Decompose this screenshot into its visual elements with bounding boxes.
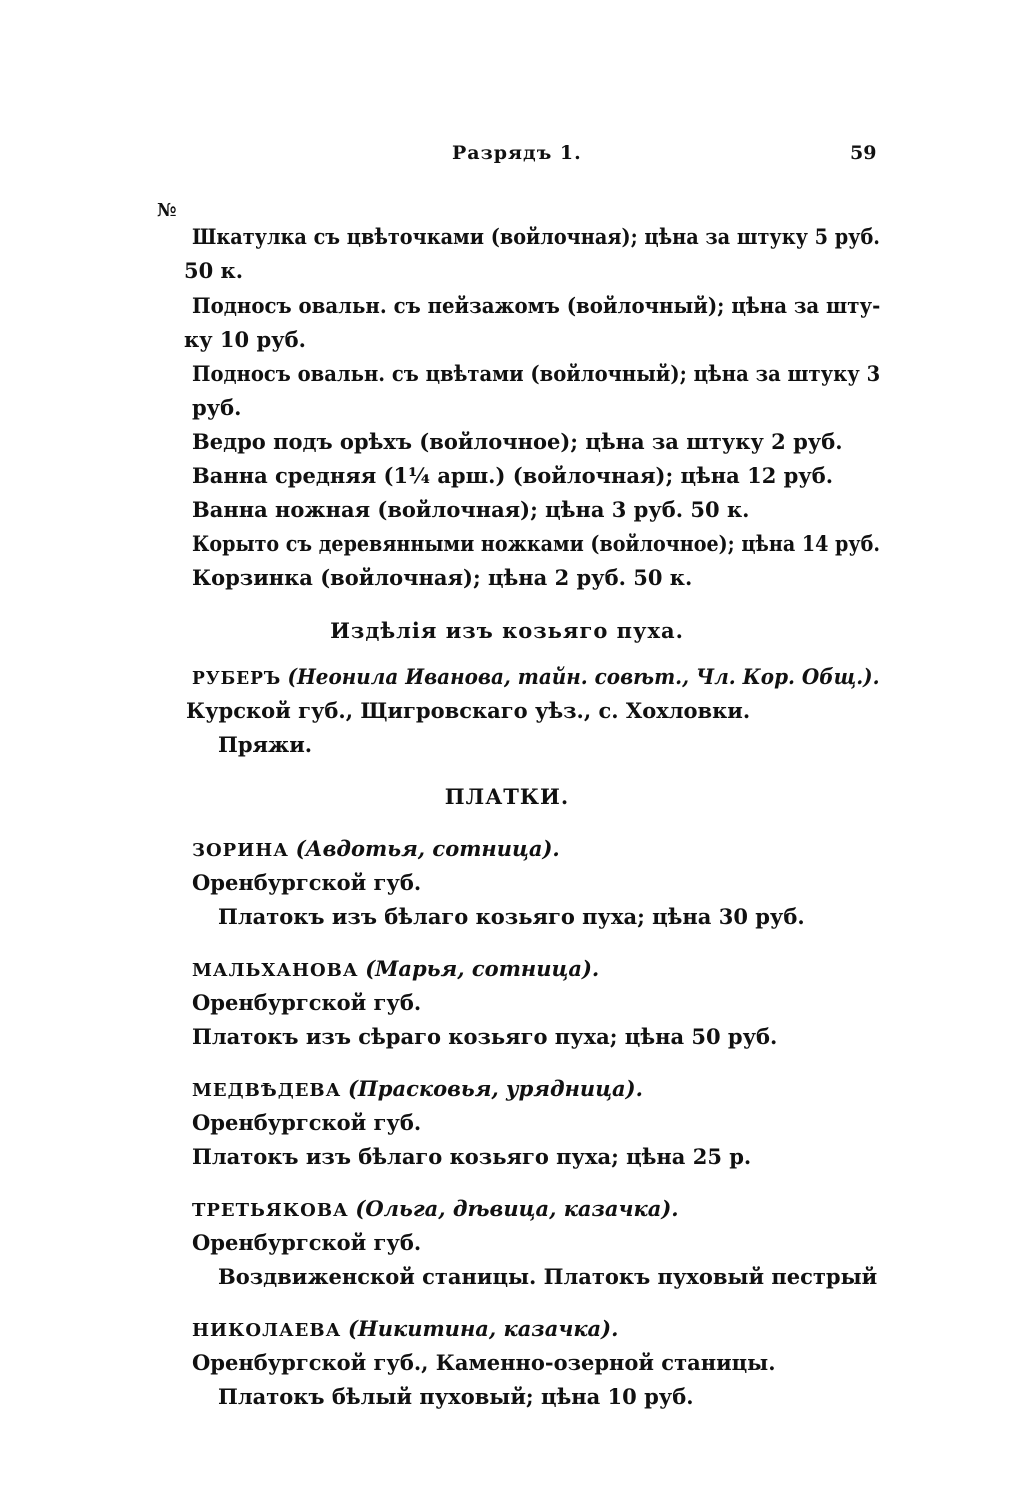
exhibitor-description: (Ольга, дѣвица, казачка). — [355, 1196, 679, 1221]
page-number: 59 — [850, 142, 877, 164]
running-title: Разрядъ 1. — [452, 142, 582, 164]
exhibitor-place: Оренбургской губ. — [192, 870, 422, 895]
exhibitor-name: ТРЕТЬЯКОВА — [192, 1200, 349, 1221]
exhibitor-description: (Авдотья, сотница). — [295, 836, 560, 861]
section-heading-shawls: ПЛАТКИ. — [444, 784, 570, 809]
exhibitor-description: (Марья, сотница). — [365, 956, 600, 981]
exhibitor-place: Оренбургской губ., Каменно-озерной станицы. — [192, 1350, 776, 1375]
page-header — [0, 142, 1014, 166]
item-line: Ванна средняя (1¼ арш.) (войлочная); цѣна 12 руб. — [192, 463, 834, 488]
item-line: 50 к. — [184, 258, 244, 283]
exhibitor-item: Воздвиженской станицы. Платокъ пуховый пестрый — [218, 1264, 878, 1289]
item-line: Корыто съ деревянными ножками (войлочное); цѣна 14 руб. — [192, 531, 880, 556]
exhibitor-item: Платокъ изъ бѣлаго козьяго пуха; цѣна 30 руб. — [218, 904, 805, 929]
exhibitor-item: Платокъ бѣлый пуховый; цѣна 10 руб. — [218, 1384, 694, 1409]
exhibitor-place: Оренбургской губ. — [192, 990, 422, 1015]
item-line: Ванна ножная (войлочная); цѣна 3 руб. 50 к. — [192, 497, 750, 522]
item-line: Шкатулка съ цвѣточками (войлочная); цѣна за штуку 5 руб. — [192, 224, 881, 249]
exhibitor-description: (Неонила Иванова, тайн. совѣт., Чл. Кор. Общ.). — [287, 664, 880, 689]
exhibitor-name: НИКОЛАЕВА — [192, 1320, 342, 1341]
exhibitor-heading — [192, 956, 599, 984]
exhibitor-place: Оренбургской губ. — [192, 1110, 422, 1135]
exhibitor-item: Платокъ изъ сѣраго козьяго пуха; цѣна 50 руб. — [192, 1024, 778, 1049]
number-sign: № — [157, 200, 177, 221]
exhibitor-heading — [192, 836, 560, 864]
exhibitor-place: Курской губ., Щигровскаго уѣз., с. Хохловки. — [186, 698, 751, 723]
item-line: Ведро подъ орѣхъ (войлочное); цѣна за штуку 2 руб. — [192, 429, 843, 454]
exhibitor-place: Оренбургской губ. — [192, 1230, 422, 1255]
item-line: руб. — [192, 395, 242, 420]
exhibitor-name: РУБЕРЪ — [192, 668, 282, 689]
exhibitor-description: (Прасковья, урядница). — [348, 1076, 643, 1101]
exhibitor-heading — [192, 664, 880, 692]
exhibitor-item: Платокъ изъ бѣлаго козьяго пуха; цѣна 25 р. — [192, 1144, 752, 1169]
exhibitor-name: МАЛЬХАНОВА — [192, 960, 359, 981]
exhibitor-item: Пряжи. — [218, 732, 313, 757]
item-line: Подносъ овальн. съ цвѣтами (войлочный); цѣна за штуку 3 — [192, 361, 881, 386]
exhibitor-heading — [192, 1196, 679, 1224]
exhibitor-heading — [192, 1076, 643, 1104]
item-line: Корзинка (войлочная); цѣна 2 руб. 50 к. — [192, 565, 693, 590]
exhibitor-description: (Никитина, казачка). — [347, 1316, 619, 1341]
exhibitor-name: ЗОРИНА — [192, 840, 289, 861]
exhibitor-heading — [192, 1316, 618, 1344]
item-line: Подносъ овальн. съ пейзажомъ (войлочный); цѣна за шту- — [192, 293, 881, 318]
section-heading-goat-down: Издѣлія изъ козьяго пуха. — [330, 618, 684, 643]
item-line: ку 10 руб. — [184, 327, 306, 352]
exhibitor-name: МЕДВѢДЕВА — [192, 1080, 342, 1101]
